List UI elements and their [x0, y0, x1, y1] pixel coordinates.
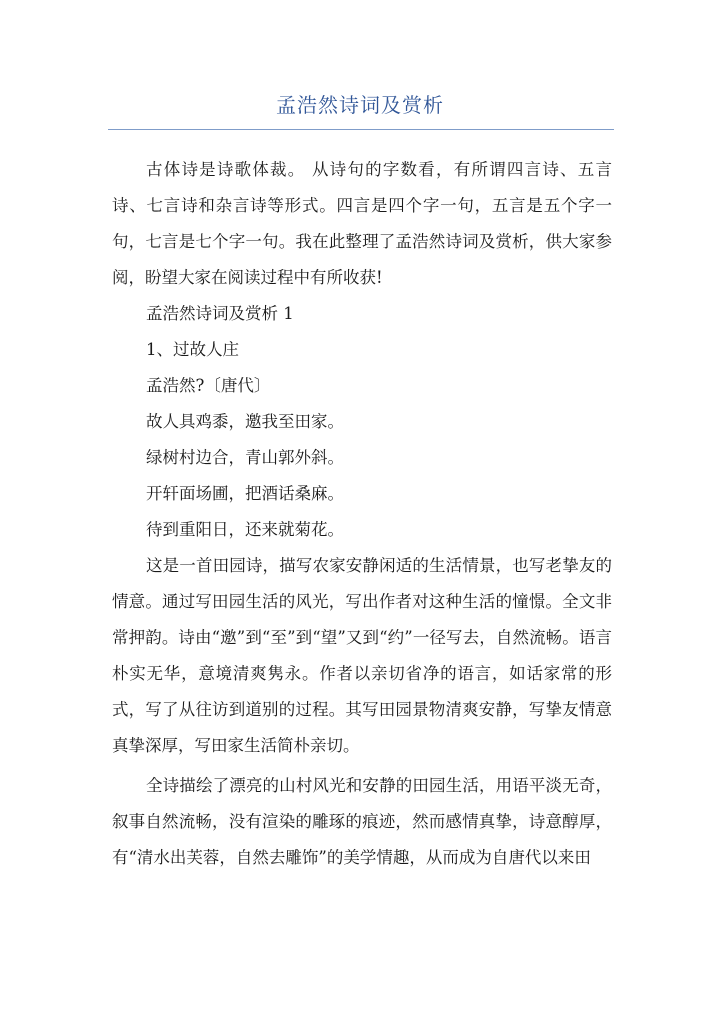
intro-paragraph: 古体诗是诗歌体裁。 从诗句的字数看，有所谓四言诗、五言诗、七言诗和杂言诗等形式。四言是四个字一句，五言是五个字一句，七言是七个字一句。我在此整理了孟浩然诗词及赏析，供大家参阅，盼望大家在阅读过程中有所收获! — [112, 160, 612, 287]
poem-author: 孟浩然?〔唐代〕 — [146, 376, 271, 395]
poem-title: 1、过故人庄 — [146, 340, 239, 359]
title-underline — [108, 129, 614, 130]
analysis-paragraph: 这是一首田园诗，描写农家安静闲适的生活情景，也写老挚友的情意。通过写田园生活的风光，写出作者对这种生活的憧憬。全文非常押韵。诗由“邀”到“至”到“望”又到“约”一径写去，自然流畅。语言朴实无华，意境清爽隽永。作者以亲切省净的语言，如话家常的形式，写了从往访到道别的过程。其写田园景物清爽安静，写挚友情意真挚深厚，写田家生活简朴亲切。 — [112, 556, 612, 755]
section-heading: 孟浩然诗词及赏析 1 — [146, 304, 294, 323]
analysis-paragraph: 全诗描绘了漂亮的山村风光和安静的田园生活，用语平淡无奇，叙事自然流畅，没有渲染的雕琢的痕迹，然而感情真挚，诗意醇厚，有“清水出芙蓉，自然去雕饰”的美学情趣，从而成为自唐代以来田 — [112, 776, 612, 867]
document-body — [112, 152, 612, 876]
poem-line: 绿树村边合，青山郭外斜。 — [146, 448, 344, 467]
poem-line: 待到重阳日，还来就菊花。 — [146, 520, 344, 539]
poem-line: 故人具鸡黍，邀我至田家。 — [146, 412, 344, 431]
poem-line: 开轩面场圃，把酒话桑麻。 — [146, 484, 344, 503]
document-title: 孟浩然诗词及赏析 — [276, 93, 444, 117]
